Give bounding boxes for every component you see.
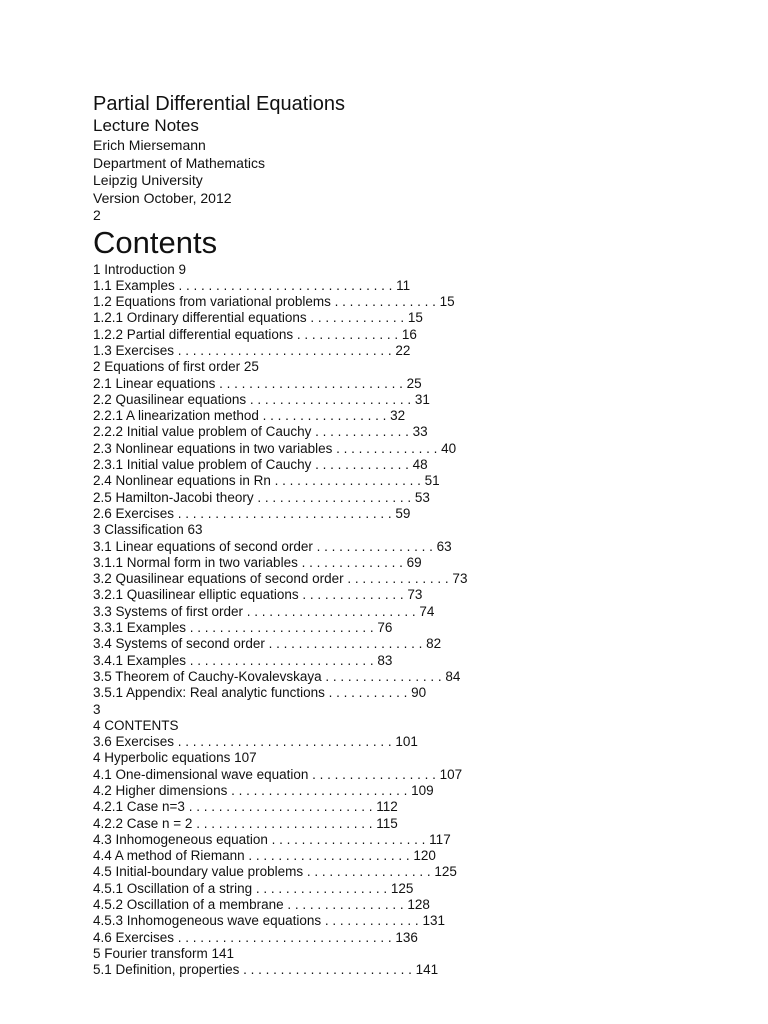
toc-entry: 4.2 Higher dimensions . . . . . . . . . . . . . . . . . . . . . . . . 109 xyxy=(93,783,434,798)
toc-entry: 2.6 Exercises . . . . . . . . . . . . . . . . . . . . . . . . . . . . . 59 xyxy=(93,505,411,521)
toc-entry: 1.2.2 Partial differential equations . . . . . . . . . . . . . . 16 xyxy=(93,326,417,342)
toc-entry: 2.3 Nonlinear equations in two variables . . . . . . . . . . . . . . 40 xyxy=(93,440,457,456)
toc-entry: 4.5.2 Oscillation of a membrane . . . . . . . . . . . . . . . . 128 xyxy=(93,897,430,913)
toc-entry: 1.3 Exercises . . . . . . . . . . . . . . . . . . . . . . . . . . . . . 22 xyxy=(93,342,411,358)
toc-entry: 4.5 Initial-boundary value problems . . . . . . . . . . . . . . . . . 125 xyxy=(93,864,457,880)
toc-entry: 1 Introduction 9 xyxy=(93,261,187,277)
toc-entry: 4.5.1 Oscillation of a string . . . . . . . . . . . . . . . . . . 125 xyxy=(93,880,414,896)
document-body xyxy=(93,92,733,979)
toc-entry: 3.1 Linear equations of second order . . . . . . . . . . . . . . . . 63 xyxy=(93,538,452,554)
toc-entry: 1.2 Equations from variational problems . . . . . . . . . . . . . . 15 xyxy=(93,294,455,310)
toc-entry: 5 Fourier transform 141 xyxy=(93,945,235,961)
toc-entry: 3.5 Theorem of Cauchy-Kovalevskaya . . . . . . . . . . . . . . . . 84 xyxy=(93,668,461,684)
toc-entry: 2.3.1 Initial value problem of Cauchy . . . . . . . . . . . . . 48 xyxy=(93,457,428,473)
toc-entry: 3.2 Quasilinear equations of second order . . . . . . . . . . . . . . 73 xyxy=(93,571,468,587)
toc-entry: 4.6 Exercises . . . . . . . . . . . . . . . . . . . . . . . . . . . . . 136 xyxy=(93,929,418,945)
toc-entry: 3 Classification 63 xyxy=(93,522,203,538)
toc-entry: 4.2.2 Case n = 2 . . . . . . . . . . . . . . . . . . . . . . . . 115 xyxy=(93,815,398,831)
toc-entry: 2.5 Hamilton-Jacobi theory . . . . . . . . . . . . . . . . . . . . . 53 xyxy=(93,489,430,505)
department-name: Department of Mathematics xyxy=(93,154,265,171)
contents-heading: Contents xyxy=(93,224,218,260)
toc-entry: 4.3 Inhomogeneous equation . . . . . . . . . . . . . . . . . . . . . 117 xyxy=(93,831,451,847)
toc-entry: 3 xyxy=(93,701,101,717)
version-date: Version October, 2012 xyxy=(93,189,232,206)
toc-entry: 1.1 Examples . . . . . . . . . . . . . . . . . . . . . . . . . . . . . 11 xyxy=(93,277,411,293)
toc-entry: 2.2 Quasilinear equations . . . . . . . . . . . . . . . . . . . . . . 31 xyxy=(93,391,430,407)
page-number: 2 xyxy=(93,207,101,223)
author-name: Erich Miersemann xyxy=(93,137,206,153)
toc-entry: 4.1 One-dimensional wave equation . . . . . . . . . . . . . . . . . 107 xyxy=(93,766,463,782)
toc-entry: 4.2.1 Case n=3 . . . . . . . . . . . . . . . . . . . . . . . . . 112 xyxy=(93,799,398,815)
toc-entry: 2 Equations of first order 25 xyxy=(93,359,259,375)
toc-entry: 3.4.1 Examples . . . . . . . . . . . . . . . . . . . . . . . . . 83 xyxy=(93,652,393,668)
toc-entry: 4 CONTENTS xyxy=(93,717,179,733)
toc-entry: 3.4 Systems of second order . . . . . . . . . . . . . . . . . . . . . 82 xyxy=(93,636,442,652)
toc-entry: 3.1.1 Normal form in two variables . . . . . . . . . . . . . . 69 xyxy=(93,554,422,570)
table-of-contents xyxy=(93,262,733,979)
toc-entry: 4.5.3 Inhomogeneous wave equations . . . . . . . . . . . . . 131 xyxy=(93,913,445,929)
document-subtitle: Lecture Notes xyxy=(93,116,199,135)
toc-entry: 5.1 Definition, properties . . . . . . . . . . . . . . . . . . . . . . . 141 xyxy=(93,962,439,978)
university-name: Leipzig University xyxy=(93,172,203,188)
toc-entry: 2.1 Linear equations . . . . . . . . . . . . . . . . . . . . . . . . . 25 xyxy=(93,375,422,391)
toc-entry: 1.2.1 Ordinary differential equations . . . . . . . . . . . . . 15 xyxy=(93,310,423,326)
document-title: Partial Differential Equations xyxy=(93,93,345,115)
toc-entry: 2.2.1 A linearization method . . . . . . . . . . . . . . . . . 32 xyxy=(93,408,406,424)
toc-entry: 3.3.1 Examples . . . . . . . . . . . . . . . . . . . . . . . . . 76 xyxy=(93,620,393,636)
toc-entry: 4.4 A method of Riemann . . . . . . . . . . . . . . . . . . . . . . 120 xyxy=(93,848,436,864)
toc-entry: 3.6 Exercises . . . . . . . . . . . . . . . . . . . . . . . . . . . . . 101 xyxy=(93,734,418,750)
toc-entry: 2.2.2 Initial value problem of Cauchy . . . . . . . . . . . . . 33 xyxy=(93,424,428,440)
toc-entry: 3.5.1 Appendix: Real analytic functions . . . . . . . . . . . 90 xyxy=(93,685,427,701)
toc-entry: 3.2.1 Quasilinear elliptic equations . . . . . . . . . . . . . . 73 xyxy=(93,587,423,603)
toc-entry: 2.4 Nonlinear equations in Rn . . . . . . . . . . . . . . . . . . . . 51 xyxy=(93,473,440,489)
toc-entry: 4 Hyperbolic equations 107 xyxy=(93,750,257,766)
toc-entry: 3.3 Systems of first order . . . . . . . . . . . . . . . . . . . . . . . 74 xyxy=(93,603,435,619)
